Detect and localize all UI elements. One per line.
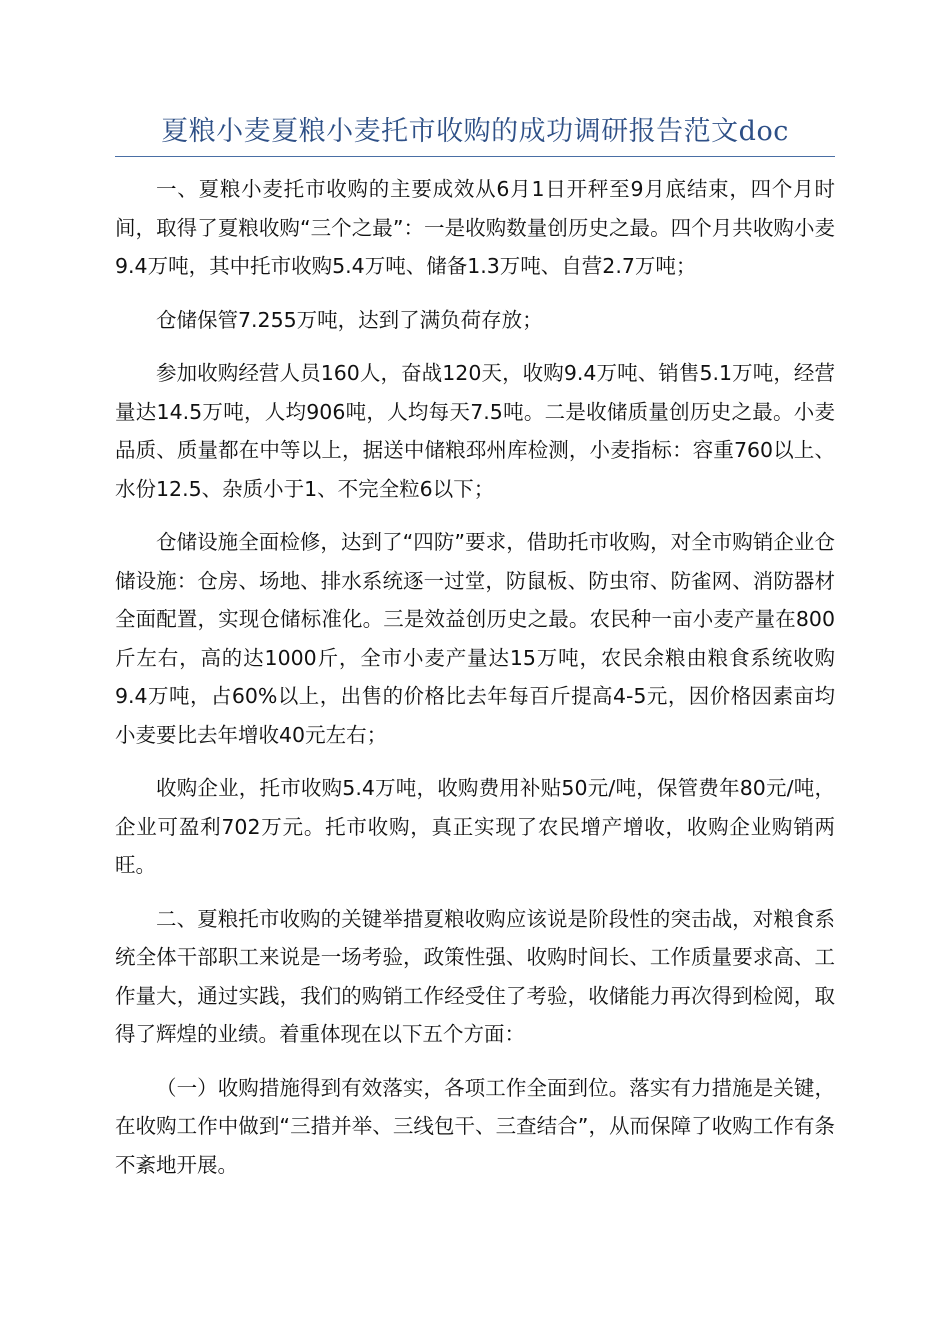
paragraph-4: 仓储设施全面检修，达到了“四防”要求，借助托市收购，对全市购销企业仓储设施：仓房、场地、排水系统逐一过堂，防鼠板、防虫帘、防雀网、消防器材全面配置，实现仓储标准化。三是效益创历史之最。农民种一亩小麦产量在800斤左右，高的达1000斤，全市小麦产量达15万吨，农民余粮由粮食系统收购9.4万吨，占60%以上，出售的价格比去年每百斤提高4-5元，因价格因素亩均小麦要比去年增收40元左右； [115,530,835,747]
document-body [115,170,835,1199]
paragraph-2: 仓储保管7.255万吨，达到了满负荷存放； [156,307,543,332]
paragraph-5: 收购企业，托市收购5.4万吨，收购费用补贴50元/吨，保管费年80元/吨，企业可盈利702万元。托市收购，真正实现了农民增产增收，收购企业购销两旺。 [115,776,835,877]
title-block [115,108,835,157]
paragraph-6: 二、夏粮托市收购的关键举措夏粮收购应该说是阶段性的突击战，对粮食系统全体干部职工来说是一场考验，政策性强、收购时间长、工作质量要求高、工作量大，通过实践，我们的购销工作经受住了考验，收储能力再次得到检阅，取得了辉煌的业绩。着重体现在以下五个方面： [115,906,835,1046]
paragraph-7: （一）收购措施得到有效落实，各项工作全面到位。落实有力措施是关键，在收购工作中做到“三措并举、三线包干、三查结合”，从而保障了收购工作有条不紊地开展。 [115,1075,835,1177]
document-title: 夏粮小麦夏粮小麦托市收购的成功调研报告范文doc [161,116,789,147]
paragraph-1: 一、夏粮小麦托市收购的主要成效从6月1日开秤至9月底结束，四个月时间，取得了夏粮收购“三个之最”：一是收购数量创历史之最。四个月共收购小麦9.4万吨，其中托市收购5.4万吨、储备1.3万吨、自营2.7万吨； [115,177,835,278]
paragraph-3: 参加收购经营人员160人，奋战120天，收购9.4万吨、销售5.1万吨，经营量达14.5万吨，人均906吨，人均每天7.5吨。二是收储质量创历史之最。小麦品质、质量都在中等以上，据送中储粮邳州库检测，小麦指标：容重760以上、水份12.5、杂质小于1、不完全粒6以下； [115,361,835,501]
